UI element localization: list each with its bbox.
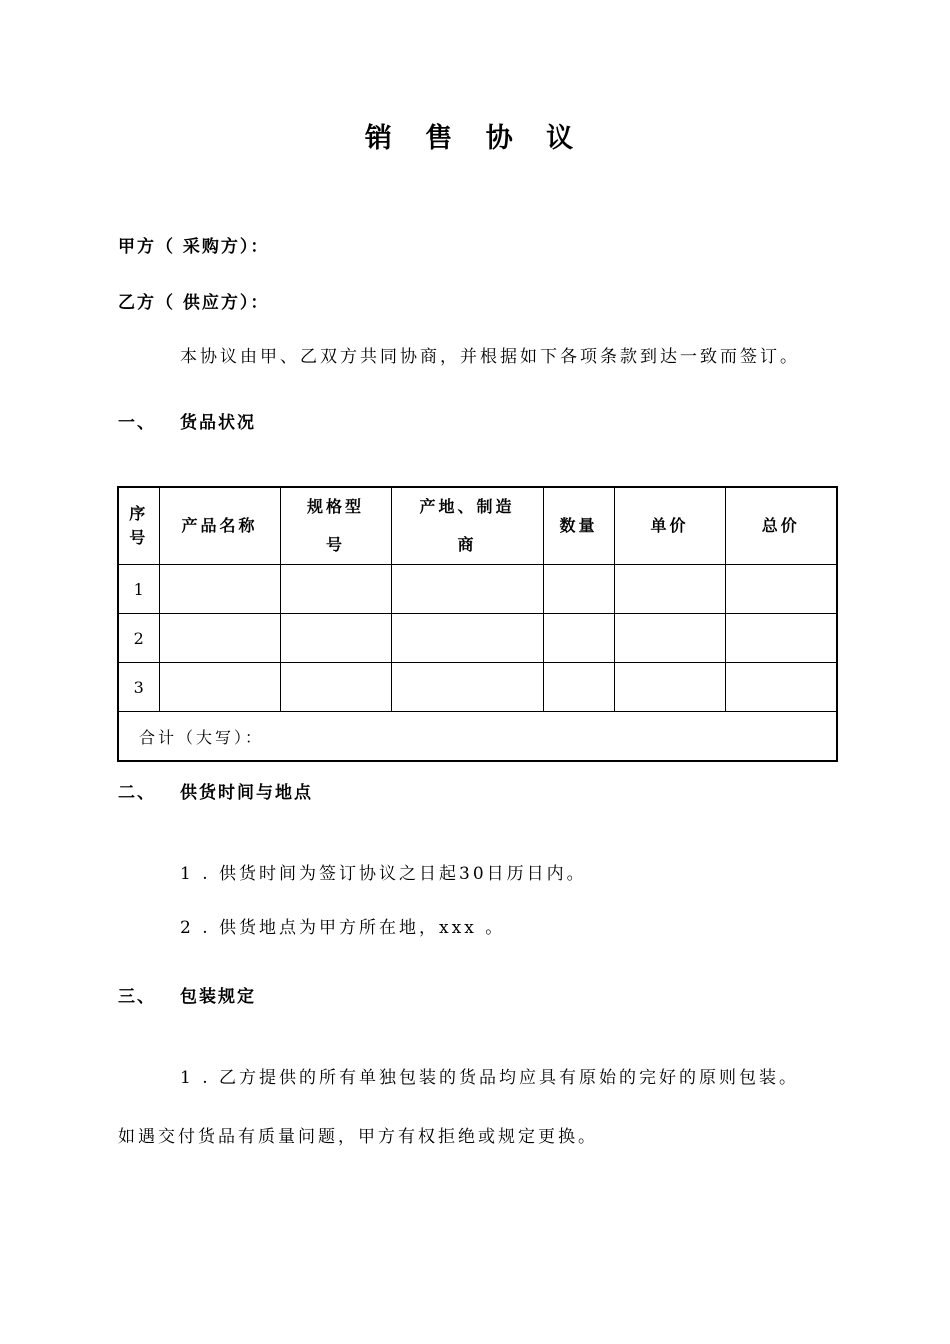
header-unit-price-text: 单价	[650, 516, 689, 535]
section-2-item-2: 2 . 供货地点为甲方所在地，xxx 。	[180, 918, 506, 938]
total-amount-label: 合计（大写）：	[118, 712, 837, 762]
row-total-price[interactable]	[725, 614, 837, 663]
section-1-heading	[118, 408, 256, 433]
section-3-item-1-line-1: 1 . 乙方提供的所有单独包装的货品均应具有原始的完好的原则包装。	[180, 1068, 800, 1088]
row-quantity[interactable]	[543, 663, 614, 712]
section-2-title: 供货时间与地点	[180, 783, 313, 803]
row-total-price[interactable]	[725, 663, 837, 712]
party-b-line: 乙方（ 供应方）：	[118, 293, 270, 313]
header-spec	[280, 487, 391, 565]
table-row	[118, 565, 837, 614]
header-seq	[118, 487, 159, 565]
header-product-name	[159, 487, 280, 565]
section-2-heading	[118, 778, 313, 803]
table-total-row	[118, 712, 837, 762]
section-1-title: 货品状况	[180, 413, 256, 433]
party-a-line: 甲方（ 采购方）：	[118, 237, 270, 257]
header-unit-price	[614, 487, 725, 565]
header-origin-line-2: 商	[457, 535, 477, 554]
table-row	[118, 614, 837, 663]
row-seq: 1	[118, 565, 159, 614]
header-total-price	[725, 487, 837, 565]
header-spec-line-1: 规格型	[306, 497, 364, 516]
row-origin[interactable]	[391, 614, 543, 663]
header-quantity-text: 数量	[559, 516, 598, 535]
section-3-title: 包装规定	[180, 987, 256, 1007]
header-seq-line-2: 号	[129, 528, 149, 547]
row-total-price[interactable]	[725, 565, 837, 614]
row-spec[interactable]	[280, 614, 391, 663]
header-total-price-text: 总价	[761, 516, 800, 535]
table-row	[118, 663, 837, 712]
row-spec[interactable]	[280, 663, 391, 712]
row-unit-price[interactable]	[614, 663, 725, 712]
goods-table	[117, 486, 838, 762]
row-product-name[interactable]	[159, 565, 280, 614]
header-spec-line-2: 号	[325, 535, 345, 554]
header-quantity	[543, 487, 614, 565]
row-unit-price[interactable]	[614, 614, 725, 663]
header-seq-line-1: 序	[129, 504, 149, 523]
document-title: 销 售 协 议	[364, 123, 586, 154]
intro-paragraph: 本协议由甲、乙双方共同协商，并根据如下各项条款到达一致而签订。	[180, 347, 800, 367]
row-seq: 2	[118, 614, 159, 663]
section-3-heading	[118, 982, 256, 1007]
row-product-name[interactable]	[159, 663, 280, 712]
row-seq: 3	[118, 663, 159, 712]
section-3-item-1-line-2: 如遇交付货品有质量问题，甲方有权拒绝或规定更换。	[118, 1127, 598, 1147]
section-2-item-1: 1 . 供货时间为签订协议之日起30日历日内。	[180, 864, 587, 884]
row-unit-price[interactable]	[614, 565, 725, 614]
row-spec[interactable]	[280, 565, 391, 614]
row-origin[interactable]	[391, 565, 543, 614]
header-origin	[391, 487, 543, 565]
table-header-row	[118, 487, 837, 565]
row-quantity[interactable]	[543, 565, 614, 614]
header-origin-line-1: 产地、制造	[419, 497, 515, 516]
section-2-number: 二、	[118, 783, 156, 803]
row-quantity[interactable]	[543, 614, 614, 663]
row-product-name[interactable]	[159, 614, 280, 663]
header-product-name-text: 产品名称	[181, 516, 258, 535]
section-3-number: 三、	[118, 987, 156, 1007]
section-1-number: 一、	[118, 413, 156, 433]
row-origin[interactable]	[391, 663, 543, 712]
